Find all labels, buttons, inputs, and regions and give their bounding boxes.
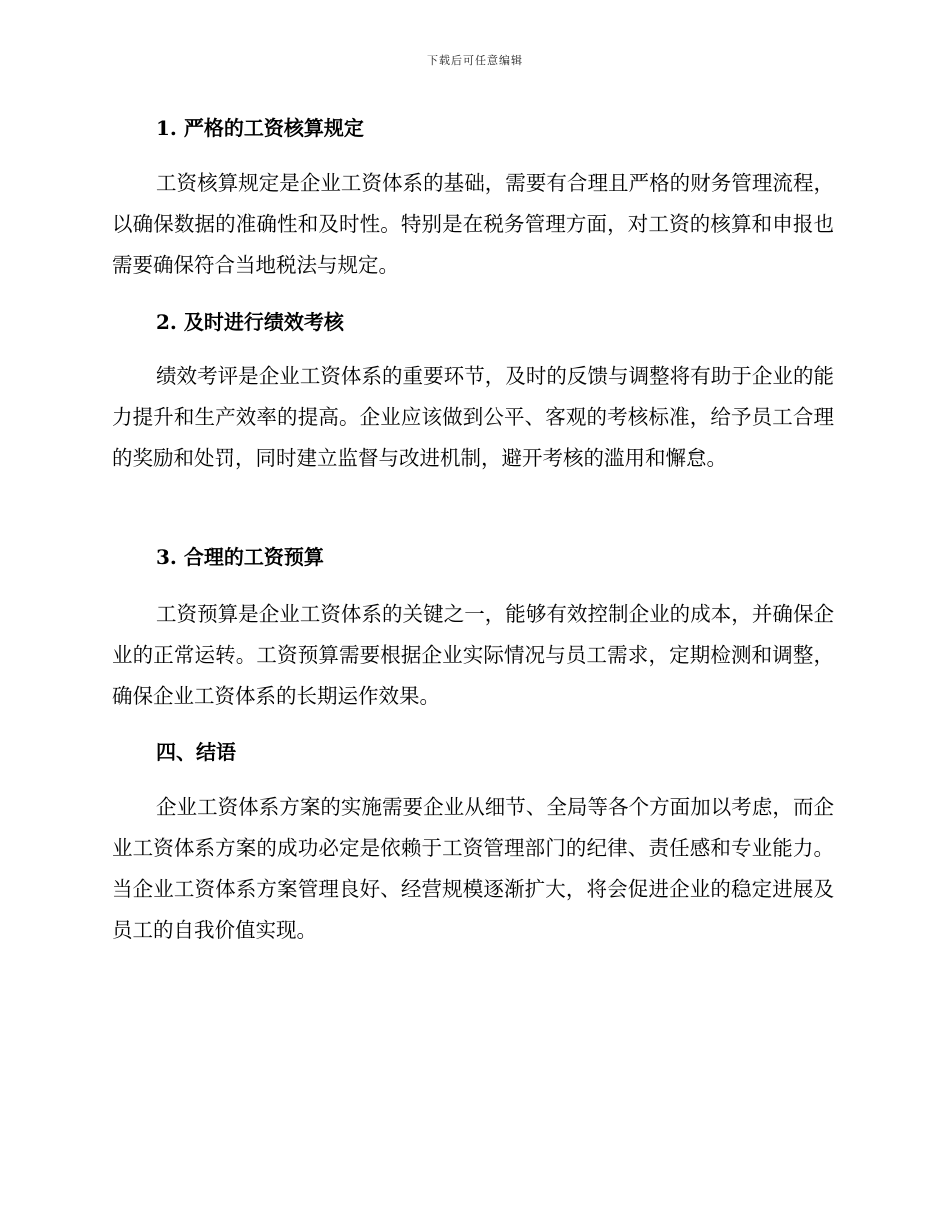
running-header: 下载后可任意编辑 <box>427 54 523 67</box>
section-heading-4: 四、结语 <box>156 740 236 764</box>
section-heading-1: 1. 严格的工资核算规定 <box>156 116 364 140</box>
section-heading-2: 2. 及时进行绩效考核 <box>156 310 344 334</box>
section-body-1: 工资核算规定是企业工资体系的基础，需要有合理且严格的财务管理流程，以确保数据的准确性和及时性。特别是在税务管理方面，对工资的核算和申报也需要确保符合当地税法与规定。 <box>112 171 834 277</box>
section-body-3: 工资预算是企业工资体系的关键之一，能够有效控制企业的成本，并确保企业的正常运转。工资预算需要根据企业实际情况与员工需求，定期检测和调整，确保企业工资体系的长期运作效果。 <box>112 602 834 708</box>
section-body-4: 企业工资体系方案的实施需要企业从细节、全局等各个方面加以考虑，而企业工资体系方案的成功必定是依赖于工资管理部门的纪律、责任感和专业能力。当企业工资体系方案管理良好、经营规模逐渐扩大，将会促进企业的稳定进展及员工的自我价值实现。 <box>112 795 834 942</box>
section-body-2: 绩效考评是企业工资体系的重要环节，及时的反馈与调整将有助于企业的能力提升和生产效率的提高。企业应该做到公平、客观的考核标准，给予员工合理的奖励和处罚，同时建立监督与改进机制，避开考核的滥用和懈怠。 <box>112 364 834 470</box>
section-heading-3: 3. 合理的工资预算 <box>156 545 324 569</box>
